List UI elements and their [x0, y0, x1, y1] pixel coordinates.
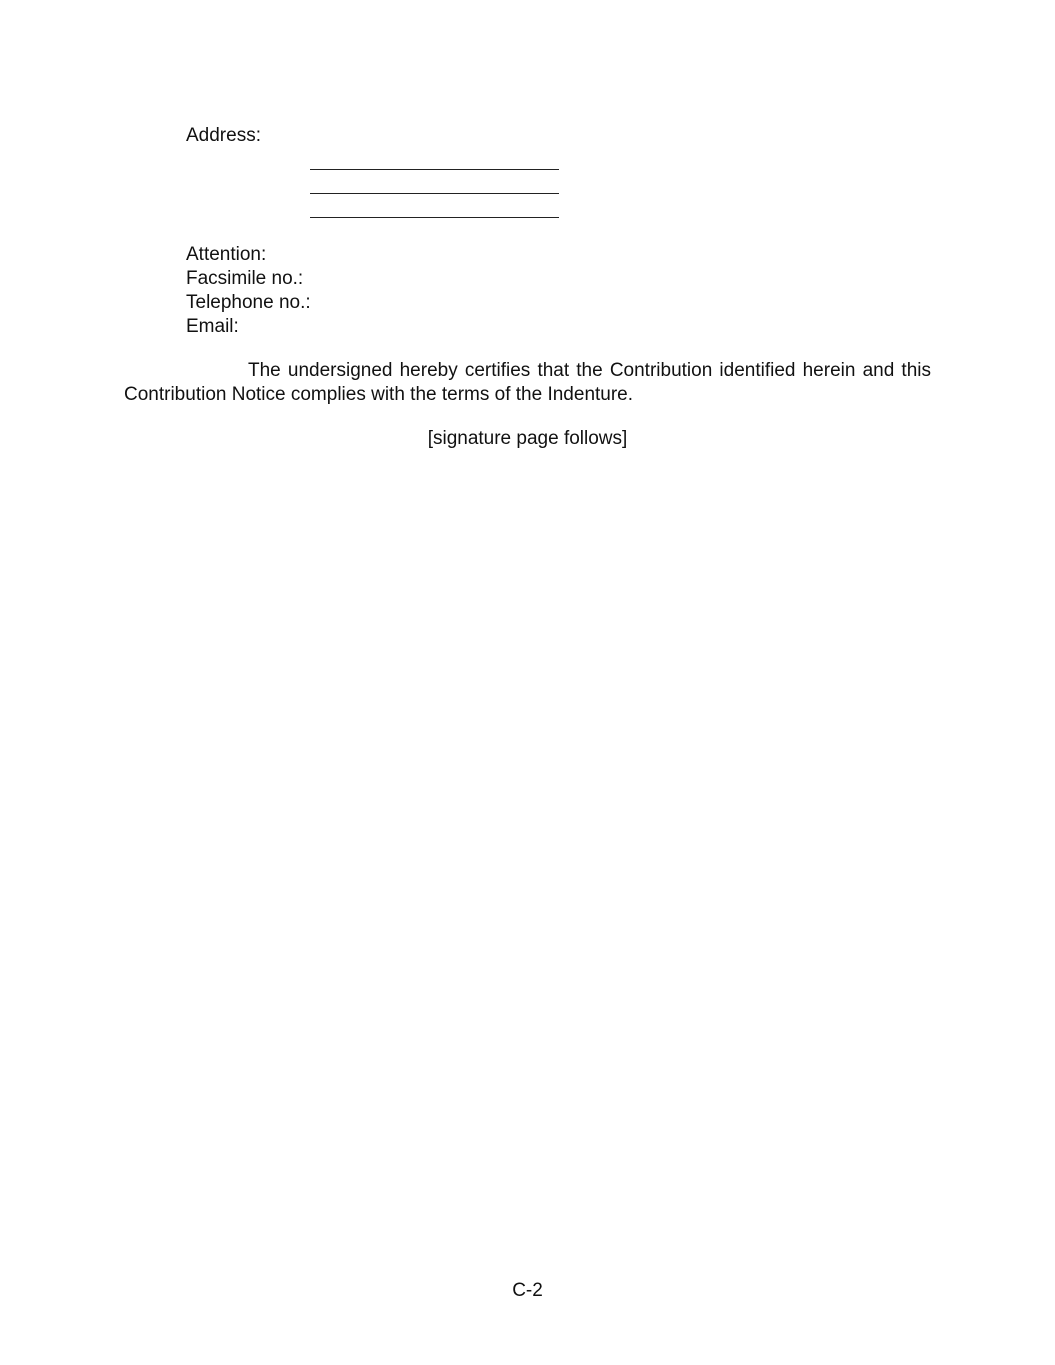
email-label: Email:: [186, 316, 239, 337]
address-blank-line-2: [310, 193, 559, 194]
attention-label: Attention:: [186, 244, 267, 265]
certification-paragraph: The undersigned hereby certifies that the Contribution identified herein and this Contribution Notice complies with the terms of the Indenture.: [124, 360, 931, 405]
facsimile-label: Facsimile no.:: [186, 268, 304, 289]
page-number: C-2: [512, 1280, 543, 1301]
signature-page-note: [signature page follows]: [427, 428, 628, 449]
address-blank-line-1: [310, 169, 559, 170]
telephone-label: Telephone no.:: [186, 292, 311, 313]
address-blank-line-3: [310, 217, 559, 218]
address-label: Address:: [186, 125, 261, 146]
